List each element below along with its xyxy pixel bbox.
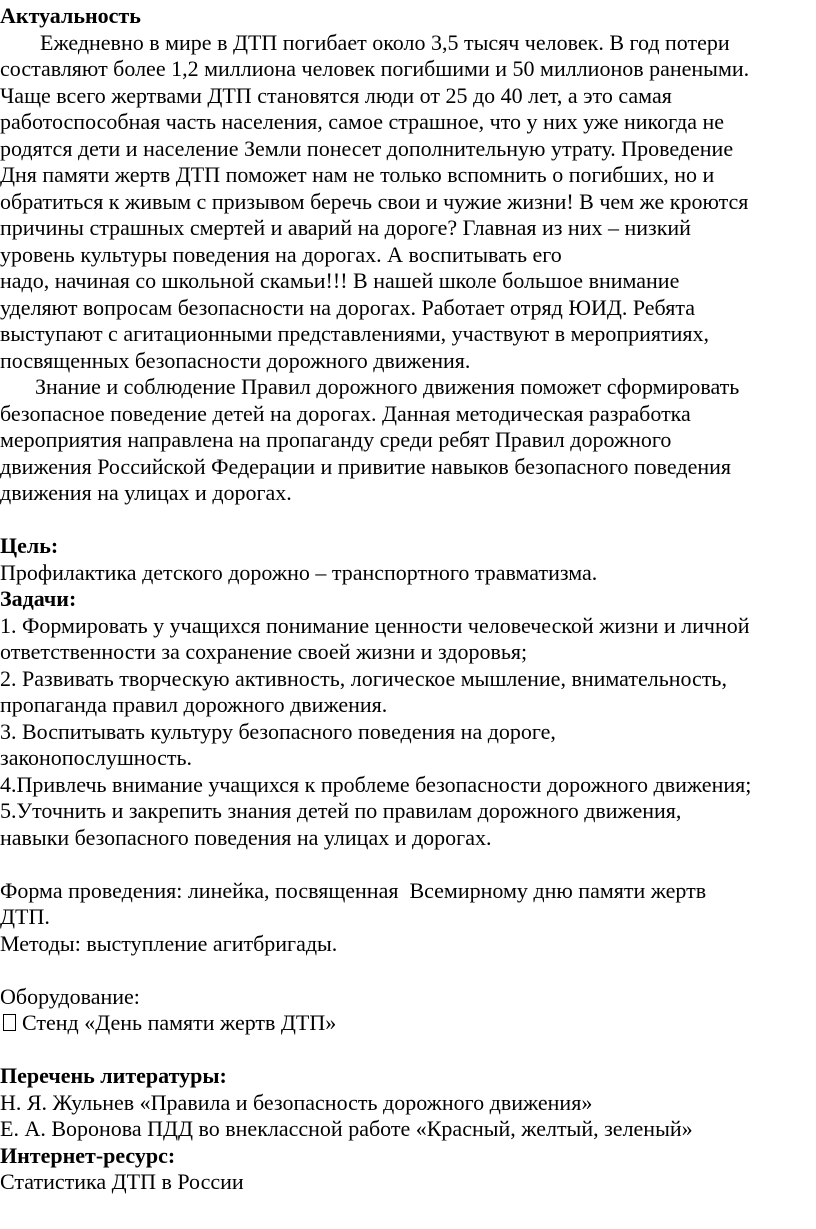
- document-page: [0, 3, 816, 1196]
- text-line: родятся дети и население Земли понесет дополнительную утрату. Проведение: [0, 135, 734, 161]
- blank-line: [0, 957, 816, 984]
- equipment-item: [0, 1010, 816, 1037]
- text-line: безопасное поведение детей на дорогах. Данная методическая разработка: [0, 400, 691, 426]
- task-line: 1. Формировать у учащихся понимание ценности человеческой жизни и личной: [0, 612, 750, 638]
- text-line: Чаще всего жертвами ДТП становятся люди от 25 до 40 лет, а это самая: [0, 82, 672, 108]
- blank-line: [0, 851, 816, 878]
- blank-line: [0, 1037, 816, 1064]
- task-line: законопослушность.: [0, 745, 193, 770]
- literature-heading: Перечень литературы:: [0, 1063, 227, 1088]
- task-line: навыки безопасного поведения на улицах и дорогах.: [0, 824, 492, 850]
- task-line: 2. Развивать творческую активность, логическое мышление, внимательность,: [0, 665, 727, 691]
- text-line: выступают с агитационными представлениями, участвуют в мероприятиях,: [0, 321, 710, 346]
- text-line: уделяют вопросам безопасности на дорогах. Работает отряд ЮИД. Ребята: [0, 294, 695, 320]
- actuality-paragraph-1: [0, 30, 816, 375]
- form-line-2: ДТП.: [0, 904, 50, 929]
- text-line: Ежедневно в мире в ДТП погибает около 3,5 тысяч человек. В год потери: [40, 29, 730, 55]
- task-line: 5.Уточнить и закрепить знания детей по правилам дорожного движения,: [0, 798, 682, 823]
- literature-item: Н. Я. Жульнев «Правила и безопасность дорожного движения»: [0, 1089, 593, 1115]
- task-line: 3. Воспитывать культуру безопасного поведения на дороге,: [0, 718, 556, 744]
- literature-item: Е. А. Воронова ПДД во внеклассной работе «Красный, желтый, зеленый»: [0, 1116, 693, 1141]
- text-line: уровень культуры поведения на дорогах. А воспитывать его: [0, 241, 562, 267]
- tasks-heading: Задачи:: [0, 586, 77, 611]
- text-line: обратиться к живым с призывом беречь свои и чужие жизни! В чем же кроются: [0, 188, 749, 214]
- tasks-list: [0, 613, 816, 852]
- equipment-label: Оборудование:: [0, 983, 140, 1009]
- text-line: Дня памяти жертв ДТП поможет нам не только вспомнить о погибших, но и: [0, 162, 715, 187]
- form-line-1: Форма проведения: линейка, посвященная Всемирному дню памяти жертв: [0, 877, 707, 903]
- internet-item: Статистика ДТП в России: [0, 1169, 244, 1194]
- task-line: ответственности за сохранение своей жизни и здоровья;: [0, 639, 528, 664]
- goal-heading: Цель:: [0, 533, 59, 558]
- task-line: 4.Привлечь внимание учащихся к проблеме безопасности дорожного движения;: [0, 771, 752, 797]
- internet-heading: Интернет-ресурс:: [0, 1142, 176, 1168]
- text-line: движения на улицах и дорогах.: [0, 480, 292, 505]
- missing-glyph-box-icon: [3, 1014, 16, 1031]
- text-line: причины страшных смертей и аварий на дороге? Главная из них – низкий: [0, 215, 691, 240]
- text-line: составляют более 1,2 миллиона человек погибшими и 50 миллионов ранеными.: [0, 56, 750, 81]
- methods-line: Методы: выступление агитбригады.: [0, 930, 338, 956]
- text-line: надо, начиная со школьной скамьи!!! В нашей школе большое внимание: [0, 268, 680, 293]
- goal-text: Профилактика детского дорожно – транспортного травматизма.: [0, 559, 598, 585]
- actuality-heading: Актуальность: [0, 3, 141, 28]
- text-line: посвященных безопасности дорожного движения.: [0, 347, 471, 373]
- text-line: мероприятия направлена на пропаганду среди ребят Правил дорожного: [0, 427, 672, 452]
- blank-line: [0, 507, 816, 534]
- text-line: движения Российской Федерации и привитие навыков безопасного поведения: [0, 453, 731, 479]
- actuality-paragraph-2: [0, 374, 816, 507]
- text-line: Знание и соблюдение Правил дорожного движения поможет сформировать: [35, 374, 740, 399]
- equipment-item-text: Стенд «День памяти жертв ДТП»: [22, 1010, 337, 1035]
- text-line: работоспособная часть населения, самое страшное, что у них уже никогда не: [0, 109, 725, 134]
- task-line: пропаганда правил дорожного движения.: [0, 692, 388, 717]
